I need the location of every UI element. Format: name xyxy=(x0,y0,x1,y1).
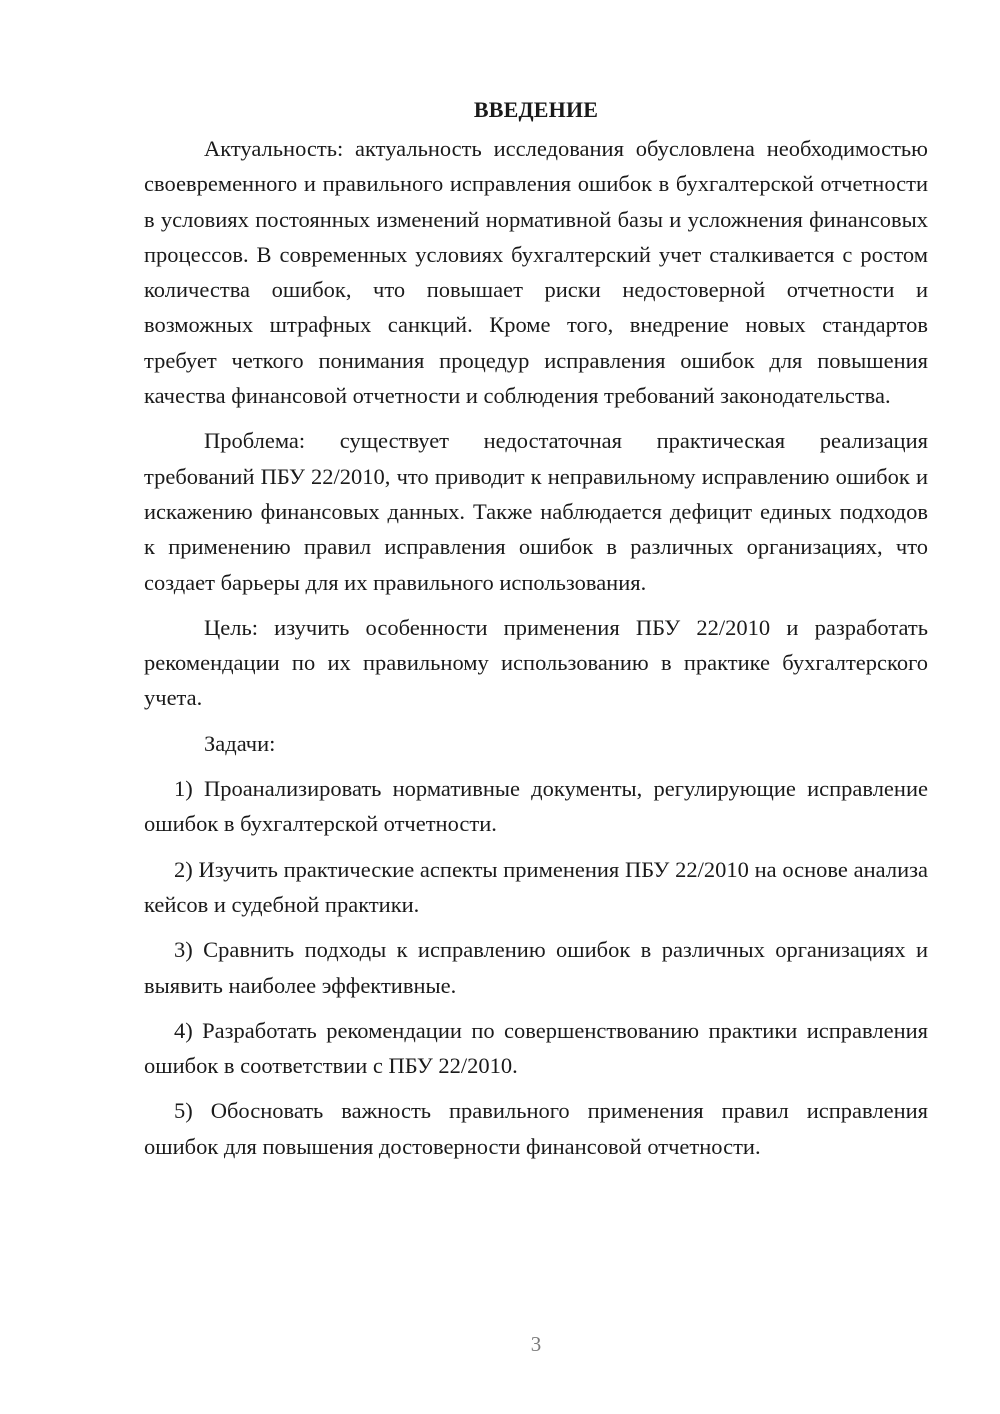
task-item-5: 5) Обосновать важность правильного применения правил исправления ошибок для повышения достоверности финансовой отчетности. xyxy=(144,1098,928,1159)
page-content xyxy=(144,92,928,1164)
task-item-2: 2) Изучить практические аспекты применения ПБУ 22/2010 на основе анализа кейсов и судебной практики. xyxy=(144,856,928,917)
task-item-3: 3) Сравнить подходы к исправлению ошибок в различных организациях и выявить наиболее эффективные. xyxy=(144,937,928,998)
paragraph-goal: Цель: изучить особенности применения ПБУ 22/2010 и разработать рекомендации по их правильному использованию в практике бухгалтерского учета. xyxy=(144,614,928,711)
paragraph-tasks-heading: Задачи: xyxy=(204,730,276,756)
section-title: ВВЕДЕНИЕ xyxy=(473,97,599,122)
paragraph-relevance: Актуальность: актуальность исследования обусловлена необходимостью своевременного и правильного исправления ошибок в бухгалтерской отчетности в условиях постоянных изменений нормативной базы и усложнения финансовых процессов. В современных условиях бухгалтерский учет сталкивается с ростом количества ошибок, что повышает риски недостоверной отчетности и возможных штрафных санкций. Кроме того, внедрение новых стандартов требует четкого понимания процедур исправления ошибок для повышения качества финансовой отчетности и соблюдения требований законодательства. xyxy=(144,136,928,409)
paragraph-problem: Проблема: существует недостаточная практическая реализация требований ПБУ 22/2010, что приводит к неправильному исправлению ошибок и искажению финансовых данных. Также наблюдается дефицит единых подходов к применению правил исправления ошибок в различных организациях, что создает барьеры для их правильного использования. xyxy=(144,428,928,595)
page-number: 3 xyxy=(530,1332,542,1356)
task-item-1: 1) Проанализировать нормативные документы, регулирующие исправление ошибок в бухгалтерской отчетности. xyxy=(144,776,928,837)
task-item-4: 4) Разработать рекомендации по совершенствованию практики исправления ошибок в соответствии с ПБУ 22/2010. xyxy=(144,1017,928,1079)
